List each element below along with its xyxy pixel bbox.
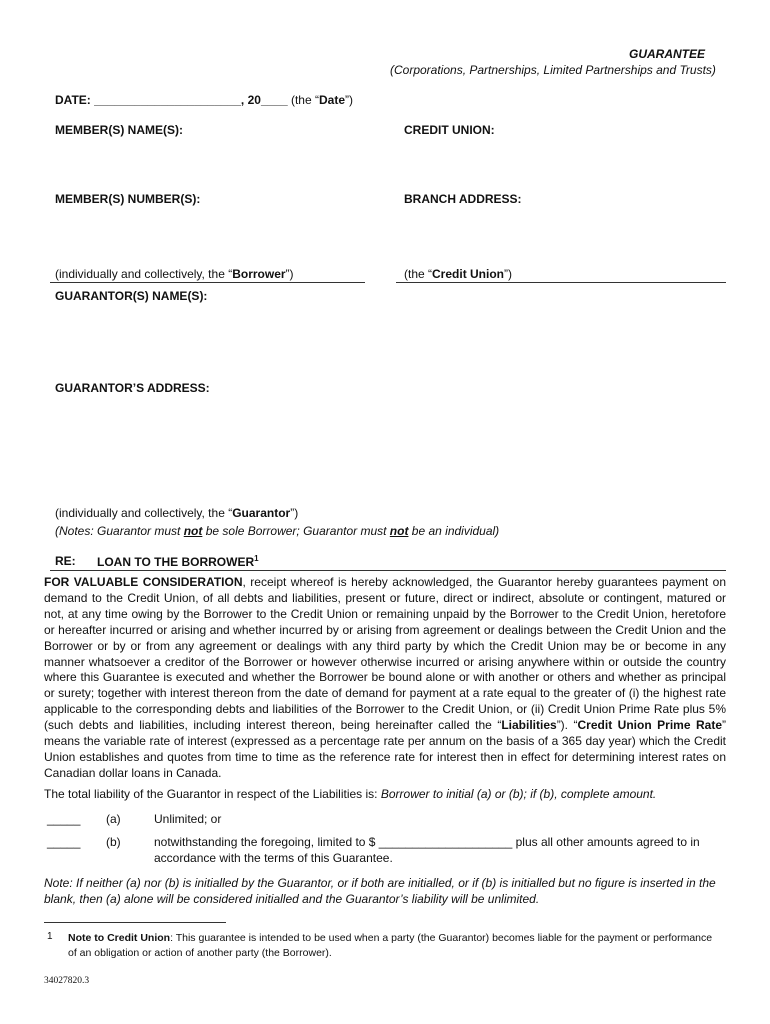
liability-instruction: Borrower to initial (a) or (b); if (b), complete amount. xyxy=(380,787,657,801)
option-b-letter: (b) xyxy=(106,835,121,849)
footnote-text: Note to Credit Union: This guarantee is intended to be used when a party (the Guarantor) becomes liable for the payment or performance of an obligation or action of another party (the Borrower). xyxy=(68,932,713,959)
document-id: 34027820.3 xyxy=(44,976,90,986)
guarantor-definition: (individually and collectively, the “Guarantor”) xyxy=(55,506,299,520)
members-name-label: MEMBER(S) NAME(S): xyxy=(55,123,183,137)
date-label: DATE: ______________________, 20____ xyxy=(55,93,288,107)
date-line: DATE: ______________________, 20____ (the “Date”) xyxy=(55,93,353,107)
re-divider xyxy=(50,570,726,571)
guarantor-name-label: GUARANTOR(S) NAME(S): xyxy=(55,289,208,303)
guarantee-paragraph: FOR VALUABLE CONSIDERATION, receipt whereof is hereby acknowledged, the Guarantor hereby guarantees payment on demand to the Credit Union, of all debts and liabilities, present or future, direct or indirect, absolute or contingent, matured or not, at any time owing by the Borrower to the Credit Union or remaining unpaid by the Borrower to the Credit Union, heretofore or hereafter incurred or arising and whether incurred by or arising from agreement or dealings between the Credit Union and the Borrower or by or from any agreement or dealings with any third party by which the Credit Union may be or become in any manner whatsoever a creditor of the Borrower or however otherwise incurred or arising anywhere within or outside the country where this Guarantee is executed and whether the Borrower be bound alone or with another or others and whether as principal or surety; together with interest thereon from the date of demand for payment at a rate equal to the greater of (i) the highest rate applicable to the corresponding debts and liabilities of the Borrower to the Credit Union, or (ii) Credit Union Prime Rate plus 5% (such debts and liabilities, including interest thereon, being hereinafter called the “Liabilities”). “Credit Union Prime Rate” means the variable rate of interest (expressed as a percentage rate per annum on the basis of a 365 day year) which the Credit Union establishes and quotes from time to time as the reference rate for interest then in effect for determining interest rates on Canadian dollar loans in Canada. xyxy=(44,575,727,780)
guarantor-address-label: GUARANTOR’S ADDRESS: xyxy=(55,381,210,395)
document-subtitle: (Corporations, Partnerships, Limited Partnerships and Trusts) xyxy=(390,63,716,77)
option-a-letter: (a) xyxy=(106,812,121,826)
document-title: GUARANTEE xyxy=(629,47,706,61)
footnote-reference: 1 xyxy=(254,554,259,563)
borrower-term: Borrower xyxy=(232,267,286,281)
initial-note: Note: If neither (a) nor (b) is initialled by the Guarantor, or if both are initialled, or if (b) is initialled but no figure is inserted in the blank, then (a) alone will be considered initialled and the Guarantor’s liability will be unlimited. xyxy=(44,876,716,906)
re-subject: LOAN TO THE BORROWER$^1$ xyxy=(97,554,259,569)
option-b-text: notwithstanding the foregoing, limited to $ ____________________ plus all other amounts agreed to in accordance with the terms of this Guarantee. xyxy=(154,835,700,865)
footnote-divider xyxy=(44,922,226,923)
branch-address-label: BRANCH ADDRESS: xyxy=(404,192,522,206)
credit-union-term: Credit Union xyxy=(432,267,505,281)
credit-union-label: CREDIT UNION: xyxy=(404,123,495,137)
option-a-initial-blank[interactable]: _____ xyxy=(47,812,81,826)
re-label: RE: xyxy=(55,554,76,568)
prime-rate-term: Credit Union Prime Rate xyxy=(577,718,723,733)
option-a-text: Unlimited; or xyxy=(154,812,222,826)
guarantor-term: Guarantor xyxy=(232,506,291,520)
option-b-initial-blank[interactable]: _____ xyxy=(47,835,81,849)
date-defined-term: Date xyxy=(318,93,345,107)
footnote-number: 1 xyxy=(47,931,53,942)
liability-statement: The total liability of the Guarantor in respect of the Liabilities is: Borrower to initial (a) or (b); if (b), complete amount. xyxy=(44,787,657,801)
footnote-label: Note to Credit Union xyxy=(68,932,171,944)
lead-phrase: FOR VALUABLE CONSIDERATION xyxy=(44,575,243,589)
borrower-definition: (individually and collectively, the “Borrower”) xyxy=(55,267,294,281)
borrower-divider xyxy=(50,282,365,283)
guarantor-notes: (Notes: Guarantor must not be sole Borrower; Guarantor must not be an individual) xyxy=(55,524,500,538)
members-number-label: MEMBER(S) NUMBER(S): xyxy=(55,192,201,206)
credit-union-divider xyxy=(396,282,726,283)
credit-union-definition: (the “Credit Union”) xyxy=(404,267,513,281)
liabilities-term: Liabilities xyxy=(501,718,557,733)
